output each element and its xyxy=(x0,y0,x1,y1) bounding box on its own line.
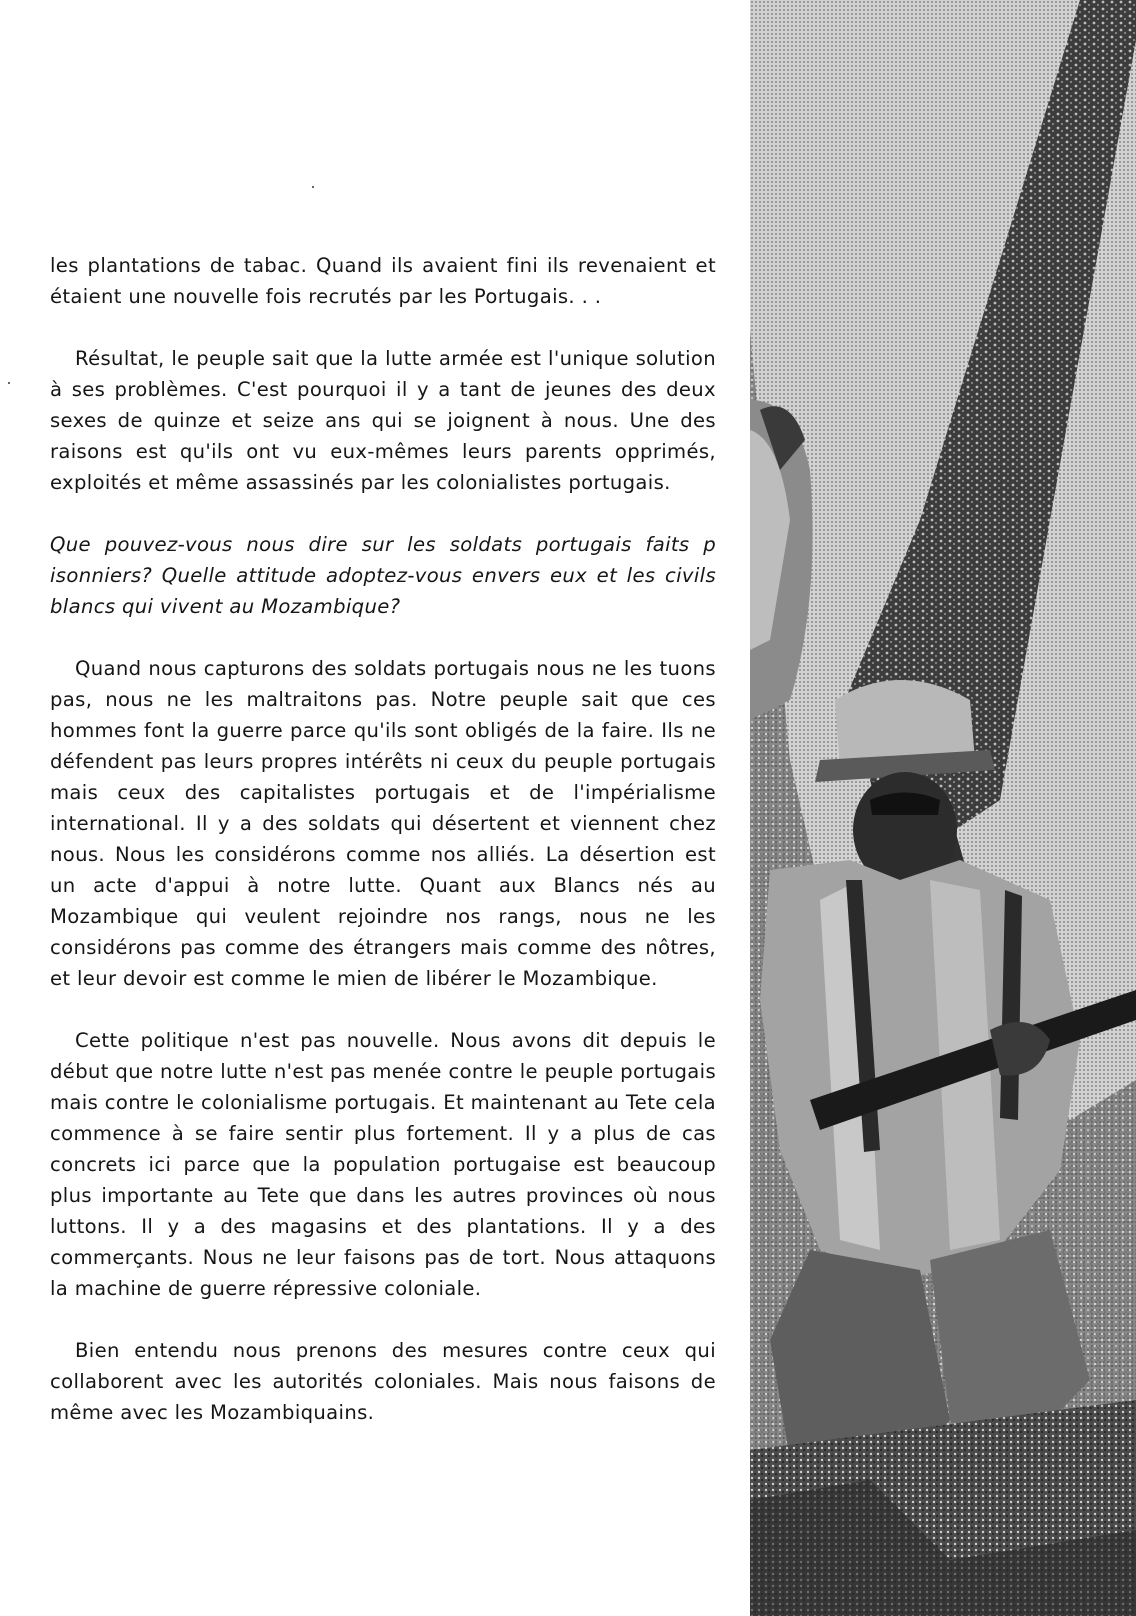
paragraph-prisoners: Quand nous capturons des soldats portugais nous ne les tuons pas, nous ne les maltraitons pas. Notre peuple sait que ces hommes font la guerre parce qu'ils sont obligés de la faire. Ils ne défendent pas leurs propres intérêts ni ceux du peuple portugais mais ceux des capitalistes portugais et de l'impérialisme international. Il y a des soldats qui désertent et viennent chez nous. Nous les considérons comme nos alliés. La désertion est un acte d'appui à notre lutte. Quant aux Blancs nés au Mozambique qui veulent rejoindre nos rangs, nous ne les considérons pas comme des étrangers mais comme des nôtres, et leur devoir est comme le mien de libérer le Mozambique. xyxy=(50,657,716,990)
print-speck xyxy=(312,186,314,188)
paragraph-continuation: les plantations de tabac. Quand ils avaient fini ils revenaient et étaient une nouvelle fois recrutés par les Portugais. . . xyxy=(50,254,716,308)
paragraph-policy: Cette politique n'est pas nouvelle. Nous avons dit depuis le début que notre lutte n'est pas menée contre le peuple portugais mais contre le colonialisme portugais. Et maintenant au Tete cela commence à se faire sentir plus fortement. Il y a plus de cas concrets ici parce que la population portugaise est beaucoup plus importante au Tete que dans les autres provinces où nous luttons. Il y a des magasins et des plantations. Il y a des commerçants. Nous ne leur faisons pas de tort. Nous attaquons la machine de guerre répressive coloniale. xyxy=(50,1029,716,1300)
photo-halftone xyxy=(750,0,1136,1616)
paragraph-armed-struggle: Résultat, le peuple sait que la lutte armée est l'unique solution à ses problèmes. C'est pourquoi il y a tant de jeunes des deux sexes de quinze et seize ans qui se joignent à nous. Une des raisons est qu'ils ont vu eux-mêmes leurs parents opprimés, exploités et même assassinés par les colonialistes portugais. xyxy=(50,347,716,494)
paragraph-collaborators: Bien entendu nous prenons des mesures contre ceux qui collaborent avec les autorités coloniales. Mais nous faisons de même avec les Mozambiquains. xyxy=(50,1339,716,1424)
article-text-column xyxy=(50,250,716,1428)
print-speck xyxy=(8,382,10,384)
interview-question: Que pouvez-vous nous dire sur les soldats portugais faits p isonniers? Quelle attitude adoptez-vous envers eux et les civils blancs qui vivent au Mozambique? xyxy=(50,533,716,618)
photo-soldier-by-tree xyxy=(750,0,1136,1616)
